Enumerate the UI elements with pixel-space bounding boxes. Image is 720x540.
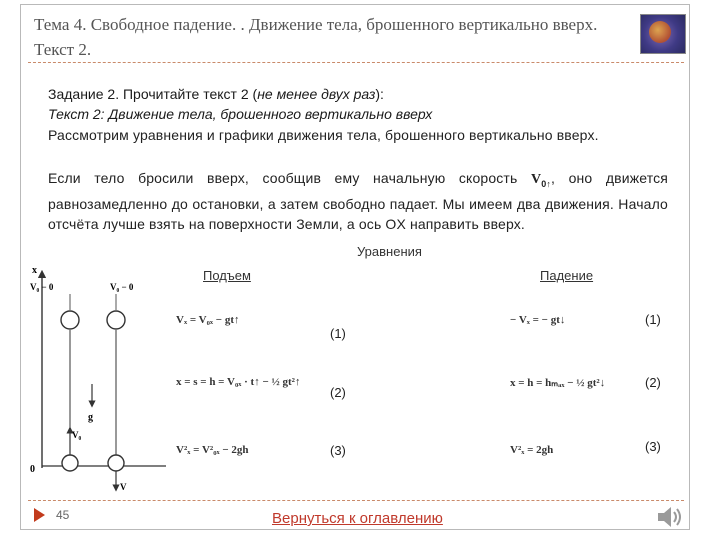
back-to-contents-link[interactable]: Вернуться к оглавлению [272,510,443,527]
task-emphasis: не менее двух раз [257,86,376,102]
task-instruction-end: ): [375,86,384,102]
motion-diagram [26,264,176,496]
ball-top-right [107,311,125,329]
v0-label: V₀ [72,430,82,440]
task-instruction: . Прочитайте текст 2 ( [115,86,258,102]
prev-arrow-icon[interactable] [34,508,45,522]
ball-top-left [61,311,79,329]
fall-eq-1: − Vₓ = − gt↓ [510,314,566,326]
top-left-label: V₀ − 0 [30,282,54,292]
rise-eq-3-num: (3) [330,443,346,458]
task-line [48,84,384,104]
paragraph-2-start: Если тело бросили вверх, сообщив ему начальную скорость [48,170,531,186]
origin-label: 0 [30,464,35,475]
fall-header: Падение [540,268,594,283]
paragraph-2 [48,168,668,234]
text-heading: Текст 2: Движение тела, брошенного вертикально вверх [48,106,433,122]
rise-header: Подъем [203,268,251,283]
axis-label: x [32,265,37,276]
v0-subscript: 0↑ [541,178,552,189]
paragraph-1: Рассмотрим уравнения и графики движения тела, брошенного вертикально вверх. [48,127,599,143]
divider-bottom [28,500,684,501]
rise-eq-2-num: (2) [330,385,346,400]
paragraph-2-end: , оно движется равнозамедленно до остановки, а затем свободно падает. Мы имеем два движения. Начало отсчёта лучше взять на поверхности Земли, а ось OX направить вверх. [48,170,668,232]
equations-header: Уравнения [357,244,422,259]
fall-eq-1-num: (1) [645,312,661,327]
rise-eq-1-num: (1) [330,326,346,341]
v0-symbol: V [530,172,542,187]
task-label: Задание 2 [48,86,116,102]
rise-eq-1: Vₓ = V₀ₓ − gt↑ [176,314,240,326]
fall-eq-2: x = h = hₘₐₓ − ½ gt²↓ [510,377,606,389]
rise-eq-2: x = s = h = V₀ₓ · t↑ − ½ gt²↑ [176,376,301,388]
logo-icon [640,14,686,54]
slide-title: Тема 4. Свободное падение. . Движение тела, брошенного вертикально вверх. Текст 2. [34,15,598,59]
page-number: 45 [56,508,70,522]
fall-eq-3-num: (3) [645,439,661,454]
rise-eq-3: V²ₓ = V²₀ₓ − 2gh [176,444,249,456]
top-right-label: V₀ − 0 [110,282,134,292]
fall-eq-3: V²ₓ = 2gh [510,444,554,456]
divider-top [28,62,684,63]
ball-bottom-left [62,455,78,471]
v-label: V [120,482,127,492]
ball-bottom-right [108,455,124,471]
speaker-icon[interactable] [654,502,684,532]
g-label: g [88,412,93,423]
fall-eq-2-num: (2) [645,375,661,390]
